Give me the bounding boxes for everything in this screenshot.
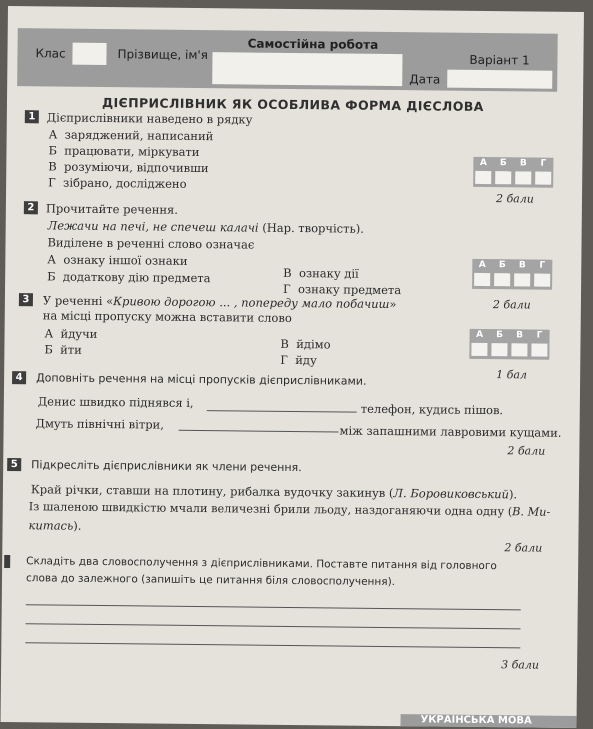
grid-header: А bbox=[479, 157, 487, 169]
grid-header: Б bbox=[498, 260, 506, 271]
answer-cell[interactable] bbox=[494, 273, 510, 286]
task-number: 5 bbox=[7, 458, 21, 471]
answer-cell[interactable] bbox=[514, 273, 530, 286]
grid-header: В bbox=[516, 330, 524, 341]
task-number: 4 bbox=[12, 371, 26, 384]
answer-cell[interactable] bbox=[495, 171, 511, 184]
date-label: Дата bbox=[409, 72, 441, 87]
task-prompt: Прочитайте речення. bbox=[45, 201, 179, 217]
task-score: 2 бали bbox=[492, 298, 531, 312]
prompt-start: У реченні « bbox=[42, 293, 114, 309]
option-text: працювати, міркувати bbox=[64, 143, 200, 160]
prompt-italic: Кривою дорогою ... , попереду мало побачиш bbox=[113, 294, 390, 312]
answer-grid bbox=[472, 259, 552, 290]
class-field[interactable] bbox=[72, 43, 106, 65]
task-number: 2 bbox=[24, 201, 38, 214]
sentence-end: ). bbox=[73, 518, 82, 533]
fill-sentence-start: Денис швидко піднявся і, bbox=[37, 394, 194, 410]
fill-sentence-start: Дмуть північні вітри, bbox=[35, 416, 164, 432]
answer-cell[interactable] bbox=[515, 171, 531, 184]
task-score: 2 бали bbox=[495, 192, 534, 206]
option-letter: А bbox=[47, 252, 57, 267]
exercise-sentence-cont bbox=[28, 518, 81, 533]
option-text: розуміючи, відпочивши bbox=[64, 159, 209, 176]
worksheet-page bbox=[1, 6, 584, 728]
option-item bbox=[283, 282, 401, 297]
option-item bbox=[47, 252, 187, 267]
answer-line[interactable] bbox=[26, 623, 521, 629]
answer-cell[interactable] bbox=[511, 343, 527, 356]
option-item bbox=[48, 159, 208, 175]
option-text: йти bbox=[60, 342, 82, 357]
option-item bbox=[49, 127, 214, 143]
answer-cell[interactable] bbox=[471, 343, 487, 356]
answer-line[interactable] bbox=[25, 642, 520, 648]
option-letter: В bbox=[48, 159, 57, 174]
option-letter: Б bbox=[48, 143, 58, 158]
work-title: Самостійна робота bbox=[247, 36, 379, 52]
prompt-end: » bbox=[389, 297, 397, 312]
task-number: 1 bbox=[25, 110, 39, 123]
answer-cell[interactable] bbox=[535, 172, 551, 185]
blank-line[interactable] bbox=[179, 430, 339, 433]
task-prompt: Підкресліть дієприслівники як члени речення. bbox=[31, 458, 302, 475]
header-band bbox=[17, 28, 558, 92]
sentence-author: китась bbox=[28, 518, 74, 533]
task-score: 3 бали bbox=[501, 658, 540, 672]
option-letter: Г bbox=[282, 281, 291, 296]
example-sentence bbox=[48, 218, 364, 235]
exercise-sentence bbox=[29, 500, 551, 518]
option-text: ознаку дії bbox=[298, 266, 359, 281]
task-prompt: Складіть два словосполучення з дієприслівниками. Поставте питання від головного bbox=[26, 555, 497, 573]
option-letter: А bbox=[44, 326, 54, 341]
option-text: йдімо bbox=[296, 337, 331, 352]
grid-header: Б bbox=[496, 330, 504, 341]
option-letter: А bbox=[48, 127, 58, 142]
task-number: 3 bbox=[19, 293, 33, 306]
blank-line[interactable] bbox=[207, 410, 357, 413]
grid-header: Г bbox=[536, 330, 543, 341]
grid-header: Г bbox=[540, 158, 547, 169]
task-score: 2 бали bbox=[507, 444, 546, 458]
option-text: йдучи bbox=[60, 326, 98, 341]
footer-band bbox=[400, 714, 576, 728]
sentence-text: Край річки, ставши на плотину, рибалка вудочку закинув ( bbox=[30, 482, 394, 501]
option-letter: Б bbox=[44, 342, 53, 357]
option-item bbox=[283, 266, 359, 281]
sentence-author: Л. Боровиковський bbox=[393, 486, 510, 502]
option-text: додаткову дію предмета bbox=[62, 269, 211, 286]
option-letter: Г bbox=[280, 352, 289, 367]
sentence-end: ). bbox=[508, 487, 518, 502]
option-letter: В bbox=[280, 336, 290, 351]
surname-field[interactable] bbox=[212, 52, 402, 86]
task-prompt-line2: на місці пропуску можна вставити слово bbox=[42, 308, 292, 325]
grid-header: В bbox=[519, 158, 527, 169]
option-letter: Г bbox=[48, 175, 56, 190]
class-label: Клас bbox=[35, 46, 66, 61]
answer-cell[interactable] bbox=[491, 343, 507, 356]
option-item bbox=[48, 175, 187, 190]
option-letter: В bbox=[283, 265, 292, 280]
answer-cell[interactable] bbox=[531, 344, 547, 357]
grid-header: А bbox=[478, 259, 486, 271]
grid-header: А bbox=[476, 329, 484, 340]
answer-cell[interactable] bbox=[474, 273, 490, 286]
variant-label: Варіант 1 bbox=[469, 52, 530, 68]
surname-label: Прізвище, ім'я bbox=[117, 47, 209, 63]
fill-sentence-end: телефон, кудись пішов. bbox=[360, 401, 504, 418]
task-prompt: Дієприслівники наведено в рядку bbox=[46, 110, 253, 127]
option-letter: Б bbox=[47, 269, 56, 284]
grid-header: Б bbox=[499, 158, 507, 169]
fill-sentence-end: між запашними лавровими кущами. bbox=[339, 423, 562, 440]
task-number-marker bbox=[4, 555, 10, 568]
task-question: Виділене в реченні слово означає bbox=[47, 235, 255, 252]
grid-header: Г bbox=[539, 260, 546, 271]
answer-cell[interactable] bbox=[534, 274, 550, 287]
task-score: 2 бали bbox=[504, 541, 543, 555]
option-item bbox=[44, 342, 82, 356]
answer-grid bbox=[473, 157, 553, 188]
option-item bbox=[280, 353, 317, 367]
option-text: зібрано, досліджено bbox=[63, 175, 187, 191]
exercise-sentence bbox=[31, 482, 517, 501]
option-item bbox=[280, 337, 330, 352]
option-text: заряджений, написаний bbox=[64, 127, 214, 144]
option-item bbox=[48, 143, 199, 159]
task-prompt: Доповніть речення на місці пропусків дієприслівниками. bbox=[36, 371, 367, 388]
option-item bbox=[47, 269, 211, 285]
task-prompt-line2: слова до залежного (запишіть це питання біля словосполучення). bbox=[25, 572, 396, 589]
option-item bbox=[45, 326, 98, 341]
answer-grid bbox=[469, 329, 549, 360]
task-score: 1 бал bbox=[496, 368, 528, 382]
option-text: ознаку предмета bbox=[297, 282, 402, 298]
page-title: ДІЄПРИСЛІВНИК ЯК ОСОБЛИВА ФОРМА ДІЄСЛОВА bbox=[101, 94, 484, 114]
answer-line[interactable] bbox=[26, 604, 521, 610]
answer-cell[interactable] bbox=[475, 171, 491, 184]
footer-text: УКРАЇНСЬКА МОВА bbox=[420, 714, 532, 727]
grid-header: В bbox=[518, 260, 526, 271]
option-text: ознаку іншої ознаки bbox=[63, 252, 188, 268]
sentence-author: В. Ми- bbox=[512, 505, 551, 519]
sentence-tail: (Нар. творчість). bbox=[258, 220, 364, 236]
option-text: йду bbox=[295, 353, 317, 368]
sentence-text: Із шаленою швидкістю мчали величезні брили льоду, наздоганяючи одна одну ( bbox=[28, 500, 513, 519]
sentence-italic: Лежачи на печі, не спечеш калачі bbox=[47, 218, 259, 235]
date-field[interactable] bbox=[447, 70, 552, 89]
